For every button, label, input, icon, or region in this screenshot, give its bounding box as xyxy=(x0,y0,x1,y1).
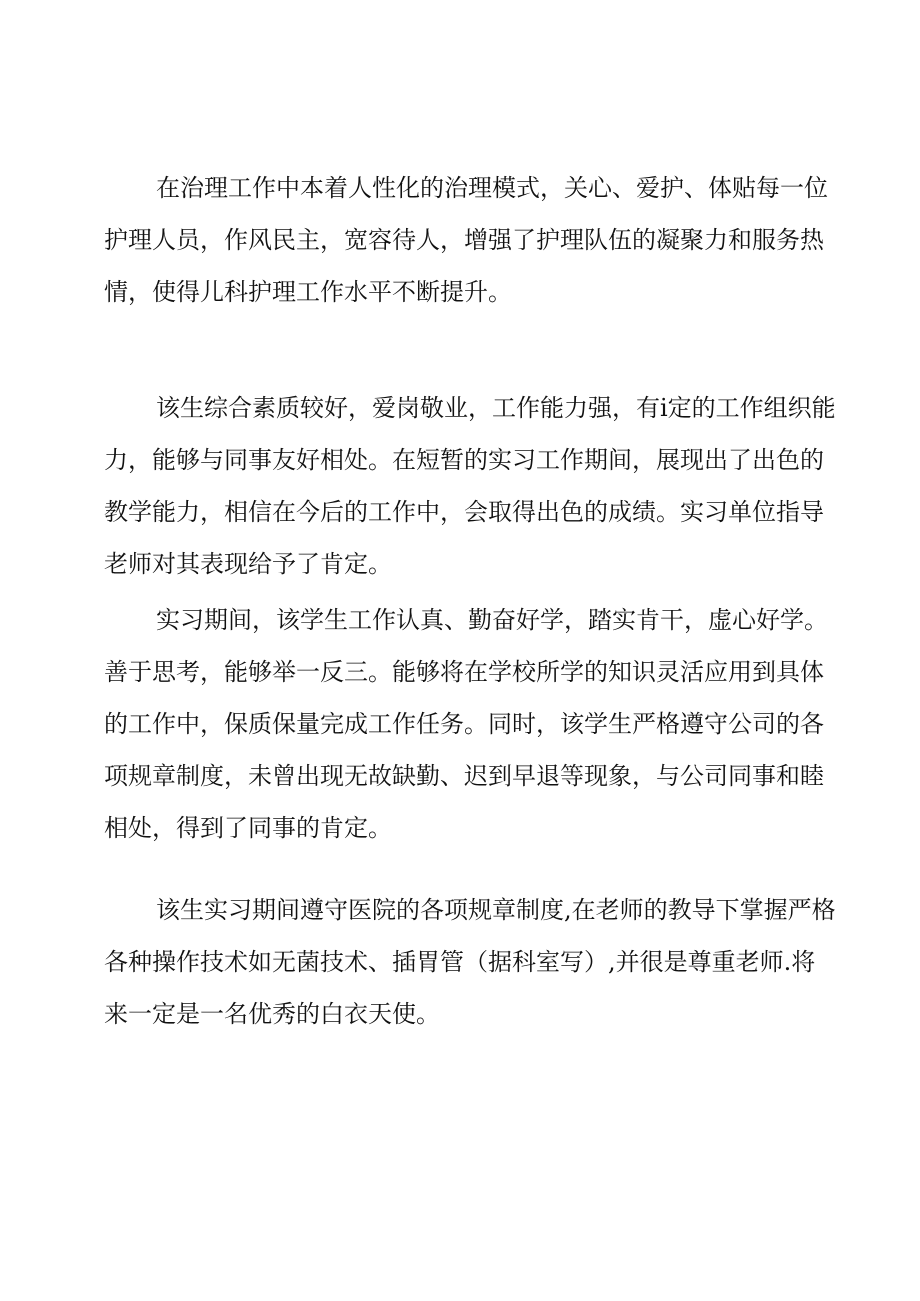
paragraph-line: 该生综合素质较好，爱岗敬业，工作能力强，有i定的工作组织能 xyxy=(156,394,836,422)
paragraph-line: 护理人员，作风民主，宽容待人，增强了护理队伍的凝聚力和服务热 xyxy=(104,226,824,254)
paragraph-line: 实习期间，该学生工作认真、勤奋好学，踏实肯干，虚心好学。 xyxy=(156,606,828,634)
paragraph-line: 该生实习期间遵守医院的各项规章制度,在老师的教导下掌握严格 xyxy=(156,896,836,924)
paragraph-line: 项规章制度，未曾出现无故缺勤、迟到早退等现象，与公司同事和睦 xyxy=(104,762,824,790)
paragraph-line: 力，能够与同事友好相处。在短暂的实习工作期间，展现出了出色的 xyxy=(104,446,824,474)
paragraph-line: 情，使得儿科护理工作水平不断提升。 xyxy=(104,278,512,306)
paragraph-line: 教学能力，相信在今后的工作中，会取得出色的成绩。实习单位指导 xyxy=(104,498,824,526)
paragraph-1 xyxy=(104,162,828,318)
paragraph-4 xyxy=(104,884,836,1040)
paragraph-line: 相处，得到了同事的肯定。 xyxy=(104,814,392,842)
paragraph-line: 来一定是一名优秀的白衣天使。 xyxy=(104,1000,440,1028)
paragraph-2 xyxy=(104,382,836,590)
paragraph-line: 善于思考，能够举一反三。能够将在学校所学的知识灵活应用到具体 xyxy=(104,658,824,686)
paragraph-3 xyxy=(104,594,828,854)
paragraph-line: 老师对其表现给予了肯定。 xyxy=(104,550,392,578)
paragraph-line: 各种操作技术如无菌技术、插胃管（据科室写）,并很是尊重老师.将 xyxy=(104,948,816,976)
paragraph-line: 在治理工作中本着人性化的治理模式，关心、爱护、体贴每一位 xyxy=(156,174,828,202)
paragraph-line: 的工作中，保质保量完成工作任务。同时，该学生严格遵守公司的各 xyxy=(104,710,824,738)
